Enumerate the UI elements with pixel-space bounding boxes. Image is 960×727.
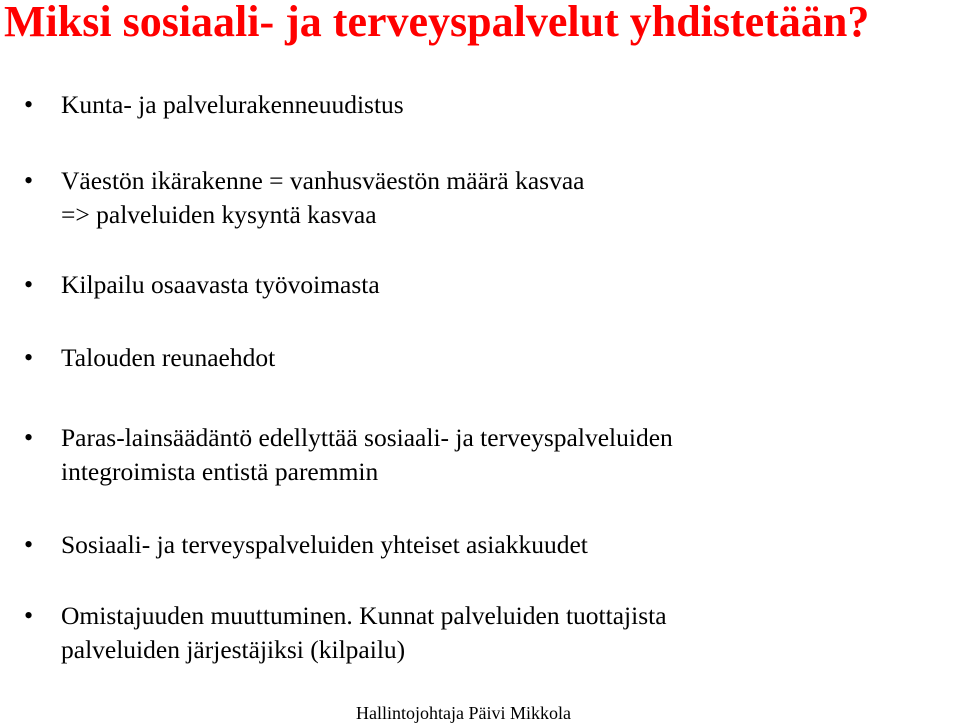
slide-title: Miksi sosiaali- ja terveyspalvelut yhdistetään? (4, 0, 870, 46)
slide-footer: Hallintojohtaja Päivi Mikkola (356, 703, 571, 723)
bullet-dot-icon: • (24, 166, 34, 195)
bullet-line: Kunta- ja palvelurakenneuudistus (61, 90, 404, 119)
bullet-text (61, 268, 891, 302)
bullet-line: Paras-lainsäädäntö edellyttää sosiaali- ja terveyspalveluiden (61, 423, 673, 452)
bullet-text (61, 528, 891, 562)
bullet-line: Omistajuuden muuttuminen. Kunnat palveluiden tuottajista (61, 601, 667, 630)
bullet-dot-icon: • (24, 601, 34, 630)
bullet-line: integroimista entistä paremmin (61, 457, 379, 486)
bullet-line: => palveluiden kysyntä kasvaa (61, 200, 377, 229)
bullet-dot-icon: • (24, 423, 34, 452)
bullet-text (61, 599, 891, 667)
bullet-line: Kilpailu osaavasta työvoimasta (61, 270, 380, 299)
bullet-dot-icon: • (24, 530, 34, 559)
bullet-text (61, 88, 891, 122)
bullet-line: Väestön ikärakenne = vanhusväestön määrä kasvaa (61, 166, 585, 195)
bullet-dot-icon: • (24, 270, 34, 299)
bullet-line: palveluiden järjestäjiksi (kilpailu) (61, 635, 406, 664)
bullet-dot-icon: • (24, 90, 34, 119)
bullet-text (61, 164, 891, 232)
bullet-line: Talouden reunaehdot (61, 343, 276, 372)
bullet-dot-icon: • (24, 343, 34, 372)
bullet-text (61, 341, 891, 375)
bullet-line: Sosiaali- ja terveyspalveluiden yhteiset asiakkuudet (61, 530, 588, 559)
bullet-text (61, 421, 891, 489)
